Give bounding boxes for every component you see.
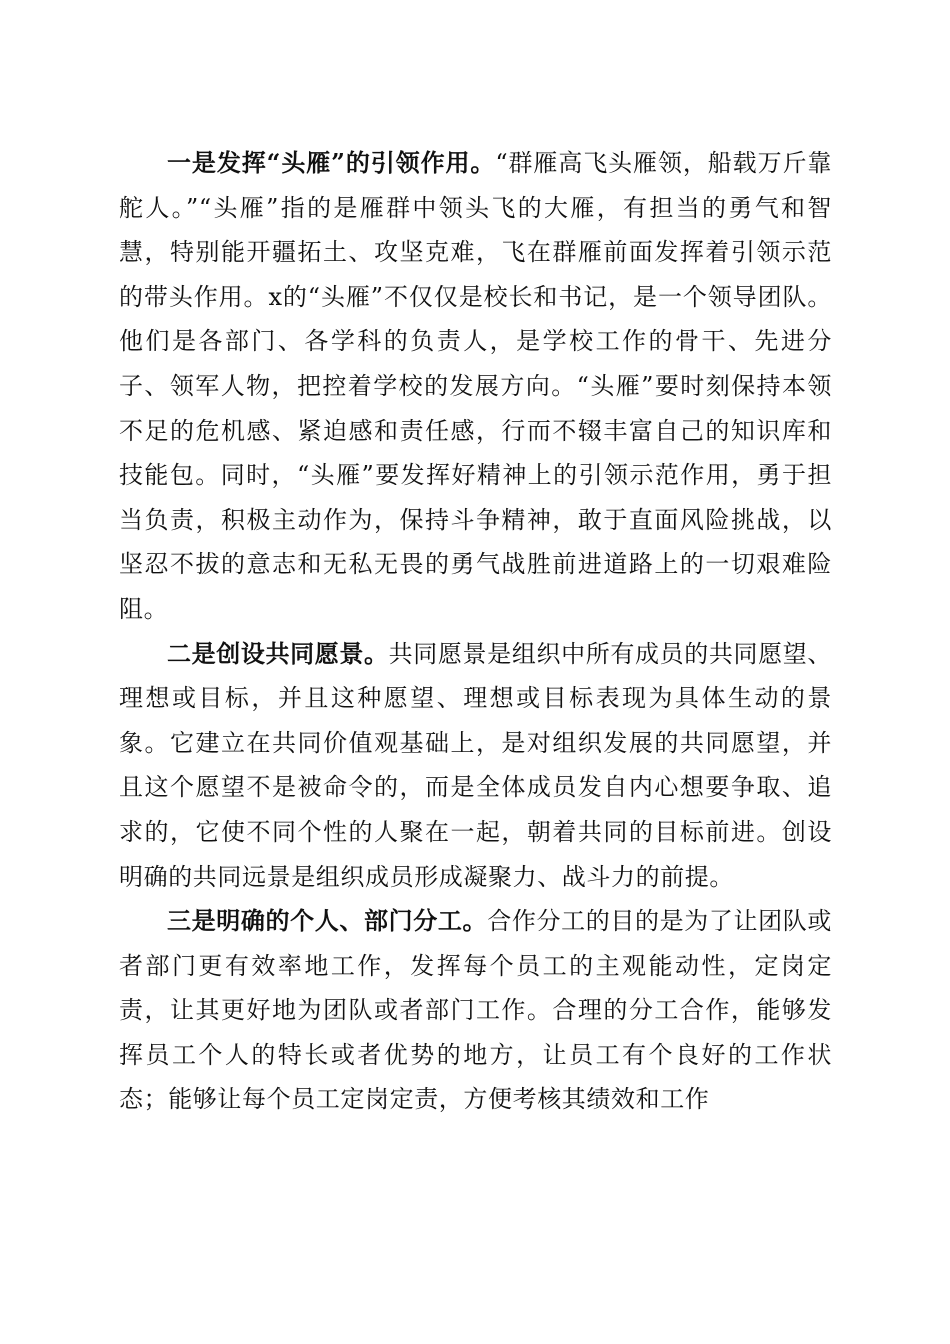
paragraph-1-body: “群雁高飞头雁领，船载万斤靠舵人。”“头雁”指的是雁群中领头飞的大雁，有担当的勇气和智慧，特别能开疆拓土、攻坚克难，飞在群雁前面发挥着引领示范的带头作用。x的“头雁”不仅仅是校长和书记，是一个领导团队。他们是各部门、各学科的负责人，是学校工作的骨干、先进分子、领军人物，把控着学校的发展方向。“头雁”要时刻保持本领不足的危机感、紧迫感和责任感，行而不辍丰富自己的知识库和技能包。同时，“头雁”要发挥好精神上的引领示范作用，勇于担当负责，积极主动作为，保持斗争精神，敢于直面风险挑战，以坚忍不拔的意志和无私无畏的勇气战胜前进道路上的一切艰难险阻。 [119,149,832,623]
paragraph-2-lead: 二是创设共同愿景。 [167,638,389,668]
document-body [119,141,832,1122]
paragraph-2-body: 共同愿景是组织中所有成员的共同愿望、理想或目标，并且这种愿望、理想或目标表现为具体生动的景象。它建立在共同价值观基础上，是对组织发展的共同愿望，并且这个愿望不是被命令的，而是全体成员发自内心想要争取、追求的，它使不同个性的人聚在一起，朝着共同的目标前进。创设明确的共同远景是组织成员形成凝聚力、战斗力的前提。 [119,639,832,891]
paragraph-1 [119,141,832,632]
paragraph-3-body: 合作分工的目的是为了让团队或者部门更有效率地工作，发挥每个员工的主观能动性，定岗定责，让其更好地为团队或者部门工作。合理的分工合作，能够发挥员工个人的特长或者优势的地方，让员工有个良好的工作状态；能够让每个员工定岗定责，方便考核其绩效和工作 [119,907,832,1114]
paragraph-3-lead: 三是明确的个人、部门分工。 [167,906,488,936]
paragraph-2 [119,632,832,900]
paragraph-1-lead: 一是发挥“头雁”的引领作用。 [167,148,496,177]
paragraph-3 [119,899,832,1122]
